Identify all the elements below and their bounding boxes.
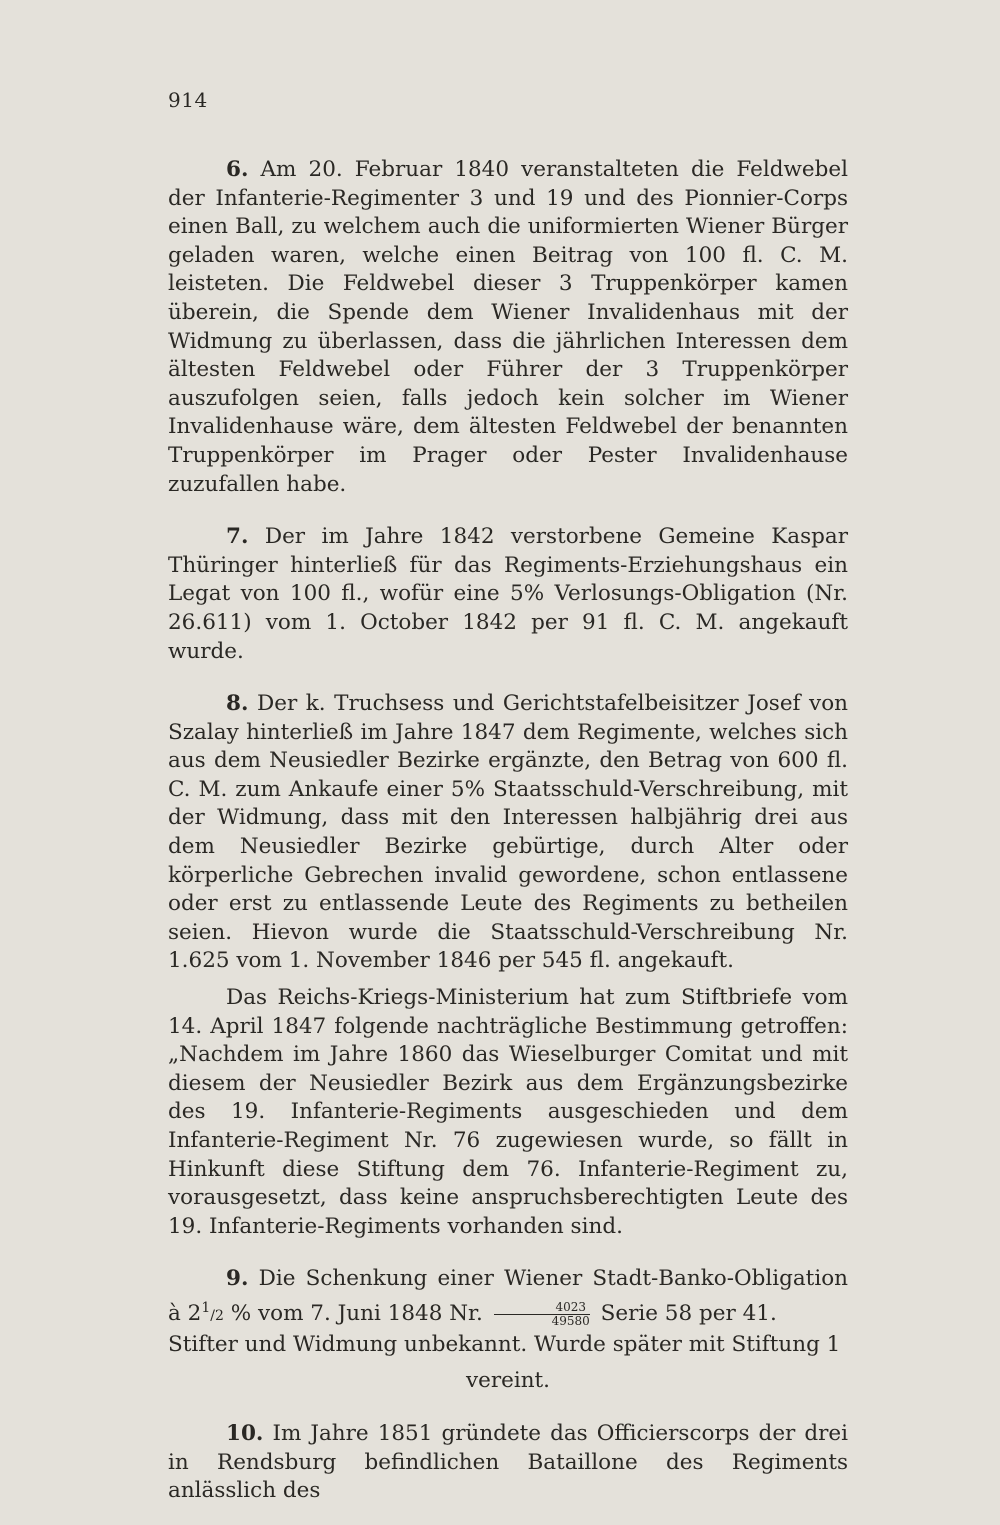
paragraph-6 bbox=[168, 156, 848, 499]
paragraph-number: 9. bbox=[226, 1266, 249, 1292]
paragraph-text: Der k. Truchsess und Gerichtstafelbeisitzer Josef von Szalay hinterließ im Jahre 1847 dem Regimente, welches sich aus dem Neusiedler Bezirke ergänzte, den Betrag von 600 fl. C. M. zum Ankaufe einer 5% Staatsschuld-Verschreibung, mit der Widmung, dass mit den Interessen halbjährig drei aus dem Neusiedler Bezirke gebürtige, durch Alter oder körperliche Gebrechen invalid gewordene, schon entlassene oder erst zu entlassende Leute des Regiments zu betheilen seien. Hievon wurde die Staatsschuld-Verschreibung Nr. 1.625 vom 1. November 1846 per 545 fl. angekauft. bbox=[168, 691, 848, 974]
paragraph-text: Im Jahre 1851 gründete das Officierscorps der drei in Rendsburg befindlichen Bataillone des Regiments anlässlich des bbox=[168, 1420, 848, 1504]
obligation-number-fraction bbox=[494, 1301, 590, 1328]
paragraph-number: 7. bbox=[226, 524, 249, 550]
paragraph-number: 8. bbox=[226, 691, 249, 717]
paragraph-8-amendment: Das Reichs-Kriegs-Ministerium hat zum Stiftbriefe vom 14. April 1847 folgende nachträgliche Bestimmung getroffen: „Nachdem im Jahre 1860 das Wieselburger Comitat und mit diesem der Neusiedler Bezirk aus dem Ergänzungsbezirke des 19. Infanterie-Regiments ausgeschieden und dem Infanterie-Regiment Nr. 76 zugewiesen wurde, so fällt in Hinkunft diese Stiftung dem 76. Infanterie-Regiment zu, vorausgesetzt, dass keine anspruchsberechtigten Leute des 19. Infanterie-Regiments vorhanden sind. bbox=[168, 985, 848, 1239]
fraction-half-denominator: /2 bbox=[210, 1308, 224, 1325]
fraction-numerator: 4023 bbox=[494, 1301, 590, 1315]
paragraph-7 bbox=[168, 523, 848, 666]
fraction-half-numerator: 1 bbox=[201, 1299, 211, 1316]
paragraph-number: 10. bbox=[226, 1420, 264, 1446]
paragraph-9 bbox=[168, 1265, 848, 1359]
paragraph-text: Der im Jahre 1842 verstorbene Gemeine Kaspar Thüringer hinterließ für das Regiments-Erziehungshaus ein Legat von 100 fl., wofür eine 5% Verlosungs-Obligation (Nr. 26.611) vom 1. October 1842 per 91 fl. C. M. angekauft wurde. bbox=[168, 524, 848, 664]
paragraph-9-line2: Stifter und Widmung unbekannt. Wurde später mit Stiftung 1 bbox=[168, 1331, 841, 1357]
paragraph-text: Am 20. Februar 1840 veranstalteten die Feldwebel der Infanterie-Regimenter 3 und 19 und des Pionnier-Corps einen Ball, zu welchem auch die uniformierten Wiener Bürger geladen waren, welche einen Beitrag von 100 fl. C. M. leisteten. Die Feldwebel dieser 3 Truppenkörper kamen überein, die Spende dem Wiener Invalidenhaus mit der Widmung zu überlassen, dass die jährlichen Interessen dem ältesten Feldwebel oder Führer der 3 Truppenkörper auszufolgen seien, falls jedoch kein solcher im Wiener Invalidenhause wäre, dem ältesten Feldwebel der benannten Truppenkörper im Prager oder Pester Invalidenhause zuzufallen habe. bbox=[168, 157, 848, 497]
paragraph-text-a: Die Schenkung einer Wiener Stadt-Banko-Obligation à 2 bbox=[168, 1266, 848, 1327]
paragraph-8 bbox=[168, 690, 848, 976]
paragraph-10 bbox=[168, 1420, 848, 1506]
paragraph-9-line3: vereint. bbox=[465, 1368, 551, 1394]
fraction-denominator: 49580 bbox=[551, 1313, 590, 1328]
paragraph-text-b: % vom 7. Juni 1848 Nr. bbox=[223, 1301, 490, 1327]
page-number: 914 bbox=[168, 88, 208, 112]
paragraph-number: 6. bbox=[226, 157, 249, 182]
paragraph-text-c: Serie 58 per 41. bbox=[593, 1301, 777, 1327]
